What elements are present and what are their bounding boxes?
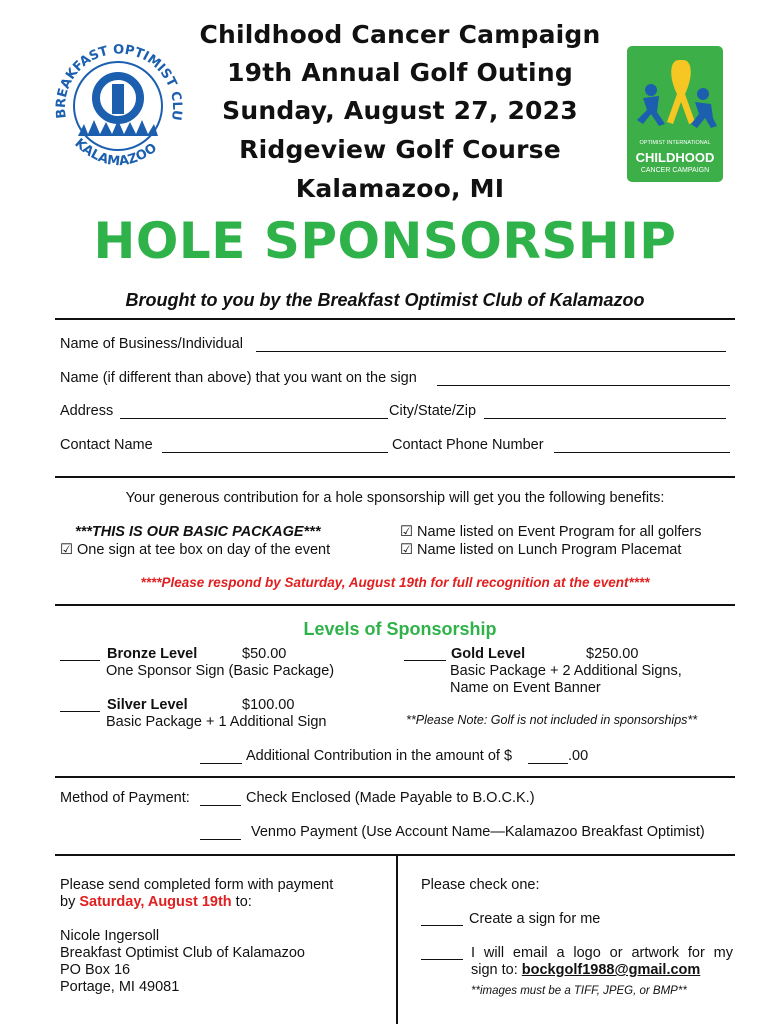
field-contact-name-label: Contact Name xyxy=(60,437,153,453)
logo-bottom-text: KALAMAZOO xyxy=(71,135,160,170)
divider xyxy=(55,476,735,478)
gold-name: Gold Level xyxy=(451,646,526,662)
logo-top-text: BREAKFAST OPTIMIST CLU xyxy=(53,42,185,122)
levels-heading: Levels of Sponsorship xyxy=(303,619,497,639)
benefit-item-2: ☑ Name listed on Event Program for all golfers xyxy=(400,524,702,540)
contact-name-input[interactable] xyxy=(162,452,388,453)
payment-label: Method of Payment: xyxy=(60,790,190,806)
gold-desc-1: Basic Package + 2 Additional Signs, xyxy=(450,663,682,679)
header-line-4: Ridgeview Golf Course xyxy=(239,135,561,164)
venmo-blank[interactable] xyxy=(200,839,241,840)
additional-suffix: .00 xyxy=(568,748,589,764)
divider xyxy=(55,604,735,606)
divider xyxy=(55,776,735,778)
send-name: Nicole Ingersoll xyxy=(60,928,160,944)
send-city: Portage, MI 49081 xyxy=(60,979,180,995)
page-title: HOLE SPONSORSHIP xyxy=(93,212,677,270)
name-sign-input[interactable] xyxy=(437,385,730,386)
field-city-label: City/State/Zip xyxy=(389,403,477,419)
cancer-campaign-logo xyxy=(627,46,723,182)
field-name-business-label: Name of Business/Individual xyxy=(60,336,243,352)
email-link[interactable]: bockgolf1988@gmail.com xyxy=(521,962,701,978)
silver-desc: Basic Package + 1 Additional Sign xyxy=(106,714,327,730)
check-blank[interactable] xyxy=(200,805,241,806)
golf-note: **Please Note: Golf is not included in sponsorships** xyxy=(406,713,698,727)
benefit-item-3: ☑ Name listed on Lunch Program Placemat xyxy=(400,542,682,558)
check-heading: Please check one: xyxy=(421,877,540,893)
image-formats-note: **images must be a TIFF, JPEG, or BMP** xyxy=(471,985,687,997)
send-line-2: by Saturday, August 19th to: xyxy=(60,894,252,910)
additional-amount-input[interactable] xyxy=(528,763,568,764)
send-box: PO Box 16 xyxy=(60,962,131,978)
checkbox-checked-icon: ☑ xyxy=(400,542,413,558)
bronze-price: $50.00 xyxy=(242,646,287,662)
header-line-1: Childhood Cancer Campaign xyxy=(199,20,601,49)
divider xyxy=(55,318,735,320)
address-input[interactable] xyxy=(120,418,388,419)
logo-big-text: CHILDHOOD xyxy=(635,150,715,165)
bronze-name: Bronze Level xyxy=(107,646,198,662)
header-line-5: Kalamazoo, MI xyxy=(295,174,505,203)
send-deadline: Saturday, August 19th xyxy=(79,894,232,910)
divider xyxy=(55,854,735,856)
respond-notice: ****Please respond by Saturday, August 19th for full recognition at the event**** xyxy=(140,575,650,590)
silver-name: Silver Level xyxy=(107,697,188,713)
field-contact-phone-label: Contact Phone Number xyxy=(392,437,544,453)
logo-bottom-text-right: CANCER CAMPAIGN xyxy=(640,167,710,174)
header-line-2: 19th Annual Golf Outing xyxy=(227,58,573,87)
benefit-item-1: ☑ One sign at tee box on day of the event xyxy=(60,542,331,558)
gold-blank[interactable] xyxy=(404,660,446,661)
field-name-sign-label: Name (if different than above) that you want on the sign xyxy=(60,370,417,386)
checkbox-checked-icon: ☑ xyxy=(60,542,73,558)
gold-desc-2: Name on Event Banner xyxy=(450,680,601,696)
subtitle: Brought to you by the Breakfast Optimist Club of Kalamazoo xyxy=(125,290,645,310)
gold-price: $250.00 xyxy=(586,646,639,662)
check-opt-1: Create a sign for me xyxy=(469,911,601,927)
field-address-label: Address xyxy=(60,403,114,419)
basic-package-label: ***THIS IS OUR BASIC PACKAGE*** xyxy=(75,524,321,540)
vertical-divider xyxy=(396,856,398,1024)
send-org: Breakfast Optimist Club of Kalamazoo xyxy=(60,945,305,961)
payment-venmo: Venmo Payment (Use Account Name—Kalamazoo Breakfast Optimist) xyxy=(251,824,705,840)
create-sign-blank[interactable] xyxy=(421,925,463,926)
additional-label: Additional Contribution in the amount of $ xyxy=(246,748,513,764)
email-logo-blank[interactable] xyxy=(421,959,463,960)
check-opt-2a: I will email a logo or artwork for my xyxy=(471,945,733,961)
contact-phone-input[interactable] xyxy=(554,452,730,453)
bronze-blank[interactable] xyxy=(60,660,100,661)
logo-small-text: OPTIMIST INTERNATIONAL xyxy=(639,140,711,146)
additional-blank[interactable] xyxy=(200,763,242,764)
silver-price: $100.00 xyxy=(242,697,295,713)
payment-check: Check Enclosed (Made Payable to B.O.C.K.) xyxy=(246,790,535,806)
silver-blank[interactable] xyxy=(60,711,100,712)
header-line-3: Sunday, August 27, 2023 xyxy=(222,96,578,125)
bronze-desc: One Sponsor Sign (Basic Package) xyxy=(106,663,335,679)
checkbox-checked-icon: ☑ xyxy=(400,524,413,540)
send-line-1: Please send completed form with payment xyxy=(60,877,334,893)
benefits-intro: Your generous contribution for a hole sponsorship will get you the following benefits: xyxy=(125,490,665,506)
check-opt-2b: sign to: bockgolf1988@gmail.com xyxy=(471,962,701,978)
city-input[interactable] xyxy=(484,418,726,419)
name-business-input[interactable] xyxy=(256,351,726,352)
